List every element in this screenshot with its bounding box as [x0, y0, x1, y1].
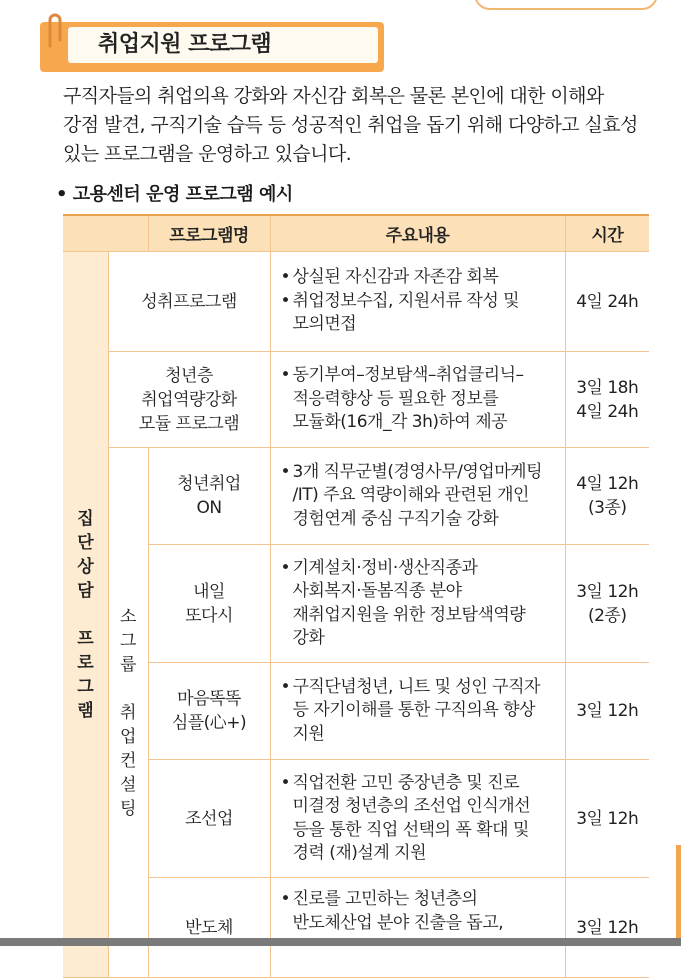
content-bullet: • 취업정보수집, 지원서류 작성 및 모의면접 — [281, 290, 559, 337]
program-name: 마음똑똑 심플(心+) — [148, 663, 270, 760]
program-content — [270, 663, 565, 760]
table-row — [63, 448, 649, 545]
program-time: 3일 12h — [565, 760, 649, 878]
group-label: 집 단 상 담 프 로 그 램 — [63, 252, 108, 978]
program-content — [270, 252, 565, 352]
section-header — [40, 22, 384, 72]
program-name: 청년취업 ON — [148, 448, 270, 545]
subgroup-label: 소 그 룹 취 업 컨 설 팅 — [108, 448, 148, 978]
content-bullet: • 3개 직무군별(경영사무/영업마케팅 /IT) 주요 역량이해와 관련된 개인 경험연계 중심 구직기술 강화 — [281, 461, 559, 532]
top-tab-decoration — [474, 0, 658, 10]
intro-line: 있는 프로그램을 운영하고 있습니다. — [63, 143, 352, 165]
program-table — [63, 214, 649, 978]
paperclip-icon — [44, 12, 64, 52]
header-content: 주요내용 — [270, 215, 565, 252]
program-name: 성취프로그램 — [108, 252, 270, 352]
program-content — [270, 352, 565, 448]
table-row — [63, 878, 649, 978]
horizontal-scrollbar[interactable] — [0, 938, 681, 946]
program-time: 3일 18h 4일 24h — [565, 352, 649, 448]
program-time: 3일 12h — [565, 878, 649, 978]
content-bullet: • 기계설치·정비·생산직종과 사회복지·돌봄직종 분야 재취업지원을 위한 정보탐색역량 강화 — [281, 557, 559, 651]
program-time: 4일 12h (3종) — [565, 448, 649, 545]
table-header-row — [63, 215, 649, 252]
content-bullet: • 상실된 자신감과 자존감 회복 — [281, 266, 559, 290]
subheading: • 고용센터 운영 프로그램 예시 — [56, 184, 293, 205]
content-bullet: • 직업전환 고민 중장년층 및 진로 미결정 청년층의 조선업 인식개선 등을 통한 직업 선택의 폭 확대 및 경력 (재)설계 지원 — [281, 772, 559, 866]
intro-line: 구직자들의 취업의욕 강화와 자신감 회복은 물론 본인에 대한 이해와 — [63, 85, 604, 107]
program-content — [270, 448, 565, 545]
program-time: 4일 24h — [565, 252, 649, 352]
header-time: 시간 — [565, 215, 649, 252]
header-program-name: 프로그램명 — [148, 215, 270, 252]
table-row — [63, 760, 649, 878]
intro-line: 강점 발견, 구직기술 습득 등 성공적인 취업을 돕기 위해 다양하고 실효성 — [63, 114, 638, 136]
intro-paragraph — [63, 82, 663, 169]
program-name: 청년층 취업역량강화 모듈 프로그램 — [108, 352, 270, 448]
program-content — [270, 760, 565, 878]
table-row — [63, 663, 649, 760]
program-content — [270, 878, 565, 978]
header-blank — [63, 215, 148, 252]
page-edge-accent — [676, 845, 681, 940]
content-bullet: • 진로를 고민하는 청년층의 반도체산업 분야 진출을 돕고, — [281, 888, 559, 935]
program-content — [270, 545, 565, 663]
content-bullet: • 구직단념청년, 니트 및 성인 구직자 등 자기이해를 통한 구직의욕 향상 지원 — [281, 676, 559, 747]
program-name: 조선업 — [148, 760, 270, 878]
table-row — [63, 352, 649, 448]
table-row — [63, 545, 649, 663]
program-name: 내일 또다시 — [148, 545, 270, 663]
program-name: 반도체 — [148, 878, 270, 978]
section-title: 취업지원 프로그램 — [98, 32, 272, 57]
content-bullet: • 동기부여–정보탐색–취업클리닉– 적응력향상 등 필요한 정보를 모듈화(16개_각 3h)하여 제공 — [281, 364, 559, 435]
program-time: 3일 12h (2종) — [565, 545, 649, 663]
table-row — [63, 252, 649, 352]
program-time: 3일 12h — [565, 663, 649, 760]
